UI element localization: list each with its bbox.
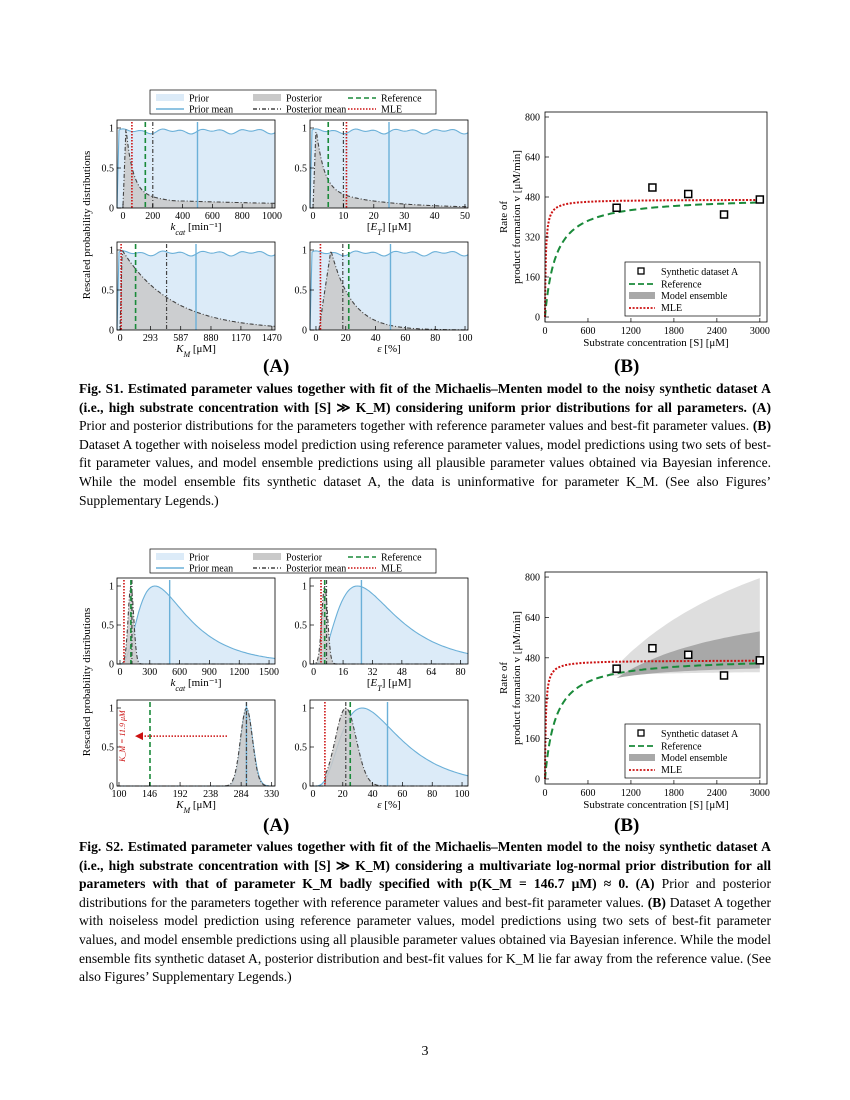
legend-prior-swatch [156,94,184,101]
y-tick-label: 0.5 [294,285,307,297]
y-tick-label: 0 [109,325,114,337]
figure-s2-fit-chart [498,572,770,811]
y-tick-label: 0.5 [294,620,307,632]
x-axis-label: $[E_T]$ [μM] [366,221,412,237]
x-tick-label: 60 [397,789,408,800]
figure-s1-dist-panel-k_cat [102,120,283,237]
y-tick-label: 0 [109,781,114,793]
legend-synthetic-swatch [638,730,644,736]
x-tick-label: 20 [368,211,379,222]
y-tick-label: 480 [525,192,540,204]
y-tick-label: 1 [109,703,114,715]
y-tick-label: 1 [302,123,307,135]
y-tick-label: 640 [525,152,540,164]
x-tick-label: 16 [338,667,349,678]
x-tick-label: 3000 [749,788,770,799]
x-tick-label: 0 [310,211,316,222]
x-tick-label: 800 [234,211,250,222]
y-axis-label-line2: product formation v [μM/min] [511,150,523,284]
caption-b-text: Dataset A together with noiseless model prediction using reference parameter values, model predictions using two sets of best-fit parameter values, and model ensemble predictions using all plausible parameter values obtained via Bayesian inference. While the model ensemble fits synthetic dataset A, the data is uninformative for parameter K_M. (See also Figures’ Supplementary Legends.) [79,436,771,508]
x-tick-label: 3000 [749,326,770,337]
x-tick-label: 293 [142,333,158,344]
x-tick-label: 1200 [229,667,250,678]
figure-s1-caption [79,380,771,510]
dist-y-axis-label: Rescaled probability distributions [81,150,93,300]
x-tick-label: 200 [145,211,161,222]
y-axis-label-line1: Rate of [498,661,510,695]
figure-s2-dist-legend [150,549,436,575]
y-tick-label: 480 [525,653,540,665]
y-tick-label: 0 [302,659,307,671]
y-tick-label: 0.5 [101,163,114,175]
x-tick-label: 100 [457,333,473,344]
legend-posterior-swatch [253,94,281,101]
figure-s2-graphics [0,540,850,840]
x-tick-label: 1500 [259,667,280,678]
caption-a-marker: (A) [635,876,655,892]
caption-a-text: Prior and posterior distributions for the parameters together with reference parameter values and best-fit parameter values. [79,876,771,910]
y-axis-label-line1: Rate of [498,200,510,234]
synthetic-data-point [721,211,728,218]
x-tick-label: 300 [142,667,158,678]
legend-mle-label: MLE [661,303,683,314]
figure-s1 [0,0,850,520]
x-tick-label: 0 [120,211,126,222]
x-axis-label: $K_M$ [μM] [176,799,216,815]
figure-s1-dist-panel-epsilon [295,242,473,355]
x-tick-label: 32 [367,667,378,678]
x-tick-label: 40 [367,789,378,800]
caption-a-text: Prior and posterior distributions for the parameters together with reference parameter values and best-fit parameter values. [79,418,750,434]
dist-y-axis-label: Rescaled probability distributions [81,607,93,757]
legend-posterior-mean-label: Posterior mean [286,563,347,575]
synthetic-data-point [756,196,763,203]
legend-reference-label: Reference [661,741,702,753]
x-tick-label: 1000 [262,211,283,222]
legend-reference-label: Reference [661,279,702,291]
x-tick-label: 600 [172,667,188,678]
legend-ensemble-label: Model ensemble [661,753,728,764]
figure-s2-dist-panel-epsilon [295,700,470,811]
legend-posterior-mean-label: Posterior mean [286,104,347,116]
y-axis-label-line2: product formation v [μM/min] [511,611,523,745]
x-tick-label: 587 [173,333,189,344]
legend-synthetic-label: Synthetic dataset A [661,729,739,740]
legend-mle-label: MLE [381,563,403,575]
figure-s2-dist-panel-K_M [102,700,280,815]
x-axis-label: Substrate concentration [S] [μM] [583,337,729,349]
x-axis-label: Substrate concentration [S] [μM] [583,799,729,811]
x-axis-label: $k_{cat}$ [min⁻¹] [170,221,222,237]
x-tick-label: 20 [337,789,348,800]
x-tick-label: 100 [111,789,127,800]
x-tick-label: 100 [454,789,470,800]
panel-label-a: (A) [263,815,290,836]
legend-mle-label: MLE [381,104,403,116]
x-tick-label: 40 [429,211,440,222]
x-tick-label: 80 [430,333,441,344]
x-tick-label: 600 [580,326,596,337]
y-tick-label: 0 [302,325,307,337]
figure-s1-fit-chart [498,112,770,349]
figure-s1-dist-legend [150,90,436,116]
x-axis-label: $[E_T]$ [μM] [366,677,412,693]
x-tick-label: 600 [580,788,596,799]
x-tick-label: 1800 [663,326,684,337]
x-tick-label: 900 [201,667,217,678]
synthetic-data-point [649,184,656,191]
x-axis-label: ε [%] [377,343,401,355]
x-tick-label: 330 [264,789,280,800]
legend-reference-label: Reference [381,552,422,564]
y-tick-label: 0.5 [101,285,114,297]
x-tick-label: 0 [313,333,319,344]
x-axis-label: $K_M$ [μM] [176,343,216,359]
figure-s2-dist-panel-E_T [295,578,469,693]
y-tick-label: 1 [302,703,307,715]
page-number: 3 [421,1044,429,1059]
synthetic-data-point [685,191,692,198]
x-tick-label: 400 [175,211,191,222]
synthetic-data-point [721,672,728,679]
caption-b-marker: (B) [647,894,666,910]
km-mle-annotation: K_M = 11.9 μM [118,710,127,762]
y-tick-label: 320 [525,693,540,705]
y-tick-label: 0 [109,203,114,215]
y-tick-label: 0 [302,203,307,215]
synthetic-data-point [613,665,620,672]
y-tick-label: 640 [525,612,540,624]
x-tick-label: 80 [427,789,438,800]
y-tick-label: 0 [535,312,540,324]
x-tick-label: 30 [399,211,410,222]
y-tick-label: 800 [525,572,540,584]
x-tick-label: 0 [117,333,123,344]
y-tick-label: 320 [525,232,540,244]
x-tick-label: 50 [459,211,470,222]
y-tick-label: 1 [109,581,114,593]
x-tick-label: 238 [203,789,219,800]
y-tick-label: 1 [109,245,114,257]
synthetic-data-point [756,657,763,664]
x-tick-label: 0 [310,789,316,800]
y-tick-label: 0.5 [294,163,307,175]
figure-s2-dist-panel-k_cat [102,578,280,693]
x-tick-label: 40 [370,333,381,344]
x-axis-label: $k_{cat}$ [min⁻¹] [170,677,222,693]
figure-s1-dist-panel-E_T [295,120,470,237]
x-tick-label: 192 [172,789,188,800]
legend-posterior-label: Posterior [286,93,323,105]
synthetic-data-point [685,651,692,658]
x-tick-label: 284 [233,789,249,800]
caption-a-marker: (A) [752,399,771,415]
legend-ensemble-swatch [629,754,655,761]
panel-label-b: (B) [614,815,640,836]
x-tick-label: 20 [340,333,351,344]
legend-posterior-label: Posterior [286,552,323,564]
panel-label-b: (B) [614,356,640,377]
y-tick-label: 1 [109,123,114,135]
y-tick-label: 1 [302,581,307,593]
y-tick-label: 0 [302,781,307,793]
x-tick-label: 600 [204,211,220,222]
x-axis-label: ε [%] [377,799,401,811]
x-tick-label: 1200 [620,788,641,799]
x-tick-label: 1170 [231,333,251,344]
y-tick-label: 0.5 [101,620,114,632]
figure-s2 [0,540,850,1020]
legend-ensemble-label: Model ensemble [661,291,728,302]
legend-ensemble-swatch [629,292,655,299]
caption-title: Fig. S2. Estimated parameter values together with fit of the Michaelis–Menten model to the noisy synthetic dataset A (i.e., high substrate concentration with [S] ≫ K_M) considering a multivariate log-normal prior distribution for all parameters with that of parameter K_M badly specified with p(K_M = 146.7 μM) ≈ 0. [79,839,771,892]
y-tick-label: 0 [535,774,540,786]
panel-label-a: (A) [263,356,290,377]
y-tick-label: 0.5 [101,742,114,754]
x-tick-label: 2400 [706,788,727,799]
x-tick-label: 0 [542,788,548,799]
y-tick-label: 160 [525,272,540,284]
y-tick-label: 800 [525,112,540,124]
x-tick-label: 0 [311,667,317,678]
legend-synthetic-label: Synthetic dataset A [661,267,739,278]
x-tick-label: 60 [400,333,411,344]
x-tick-label: 80 [455,667,466,678]
legend-synthetic-swatch [638,268,644,274]
y-tick-label: 1 [302,245,307,257]
figure-s1-dist-panel-K_M [102,242,282,359]
legend-prior-label: Prior [189,552,209,564]
figure-s1-graphics [0,0,850,380]
x-tick-label: 10 [338,211,349,222]
km-mle-arrowhead [135,732,143,740]
x-tick-label: 146 [142,789,158,800]
synthetic-data-point [649,645,656,652]
legend-prior-swatch [156,553,184,560]
x-tick-label: 0 [542,326,548,337]
x-tick-label: 48 [396,667,407,678]
legend-prior-mean-label: Prior mean [189,104,234,116]
x-tick-label: 1200 [620,326,641,337]
y-tick-label: 0.5 [294,742,307,754]
caption-b-marker: (B) [752,418,771,434]
y-tick-label: 160 [525,734,540,746]
x-tick-label: 1800 [663,788,684,799]
legend-posterior-swatch [253,553,281,560]
y-tick-label: 0 [109,659,114,671]
caption-title: Fig. S1. Estimated parameter values together with fit of the Michaelis–Menten model to the noisy synthetic dataset A (i.e., high substrate concentration with [S] ≫ K_M) considering uniform prior distributions for all parameters. [79,381,771,415]
synthetic-data-point [613,204,620,211]
x-tick-label: 64 [426,667,437,678]
legend-mle-label: MLE [661,765,683,776]
legend-prior-label: Prior [189,93,209,105]
legend-reference-label: Reference [381,93,422,105]
x-tick-label: 1470 [261,333,282,344]
figure-s2-caption [79,838,771,987]
legend-prior-mean-label: Prior mean [189,563,234,575]
caption-b-text: Dataset A together with noiseless model prediction using reference parameter values, model predictions using two sets of best-fit parameter values, and model ensemble predictions using all plausible parameter values obtained via Bayesian inference. While the model ensemble fits synthetic dataset A, posterior distribution and best-fit values for K_M lie far away from the reference value. (See also Figures’ Supplementary Legends.) [79,894,772,985]
x-tick-label: 0 [117,667,123,678]
x-tick-label: 2400 [706,326,727,337]
x-tick-label: 880 [203,333,219,344]
posterior-area [117,708,275,786]
